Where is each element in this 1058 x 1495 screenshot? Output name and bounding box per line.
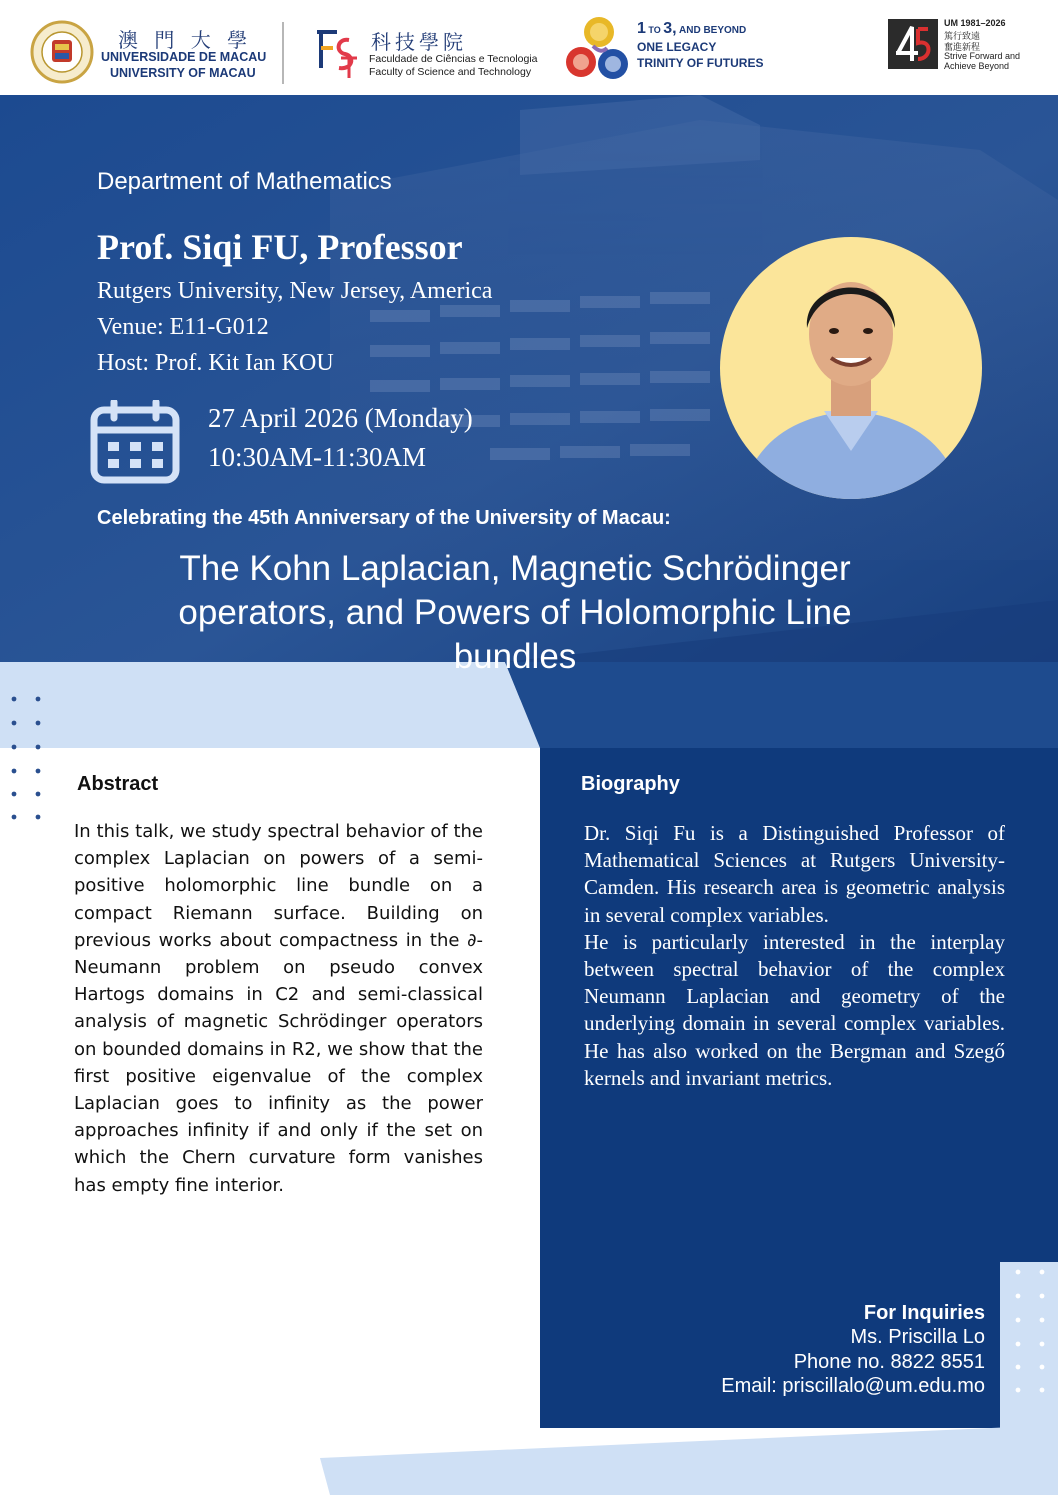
legacy-line1 [637, 20, 746, 38]
talk-title-line-2: operators, and Powers of Holomorphic Line [178, 593, 852, 632]
talk-title-line-3: bundles [453, 637, 577, 676]
talk-title-line-1: The Kohn Laplacian, Magnetic Schrödinger [179, 549, 851, 588]
inquiries-phone: Phone no. 8822 8551 [793, 1351, 985, 1373]
anniv-chinese-2: 奮進新程 [944, 43, 981, 53]
speaker-photo [719, 236, 983, 500]
event-time: 10:30AM-11:30AM [208, 442, 427, 472]
um-name-pt: UNIVERSIDADE DE MACAU [101, 50, 267, 64]
legacy-to: TO [645, 25, 664, 35]
abstract-text: In this talk, we study spectral behavior of the complex Laplacian on powers of a semi-positive holomorphic line bundle on a compact Riemann surface. Building on previous works about compactness in the ∂-Neumann problem on pseudo convex Hartogs domains in C2 and semi-classical analysis of magnetic Schrödinger operators on bounded domains in R2, we show that the first positive eigenvalue of the complex Laplacian goes to infinity as the power approaches infinity if and only if the set on which the Chern curvature form vanishes has empty fine interior. [74, 821, 483, 1196]
department-label: Department of Mathematics [97, 168, 392, 195]
anniv-en-1: Strive Forward and [944, 51, 1021, 61]
anniv-years: UM 1981–2026 [944, 18, 1006, 28]
biography-text [584, 820, 1005, 1092]
um-name-en: UNIVERSITY OF MACAU [110, 66, 256, 80]
talk-title [100, 547, 930, 679]
biography-paragraph-2: He is particularly interested in the interplay between spectral behavior of the complex Neumann Laplacian and geometry of the underlying domain in several complex variables. He has also worked on the Bergman and Szegő kernels and invariant metrics. [584, 929, 1005, 1090]
legacy-and-beyond: AND BEYOND [676, 25, 747, 36]
anniv-chinese-1: 篤行致遠 [944, 32, 981, 42]
abstract-heading: Abstract [77, 773, 159, 795]
legacy-line2: ONE LEGACY [637, 40, 717, 54]
venue-label: Venue: E11-G012 [97, 314, 269, 340]
um-seal-logo [30, 20, 94, 84]
um-45-logo [888, 19, 938, 69]
fst-logo [311, 28, 359, 80]
speaker-name: Prof. Siqi FU, Professor [97, 227, 463, 267]
header-divider [282, 22, 284, 84]
fst-name-pt: Faculdade de Ciências e Tecnologia [369, 53, 538, 65]
biography-paragraph-1: Dr. Siqi Fu is a Distinguished Professor of Mathematical Sciences at Rutgers University-Camden. His research area is geometric analysis in several complex variables. [584, 821, 1005, 927]
biography-heading: Biography [581, 773, 680, 795]
celebration-line: Celebrating the 45th Anniversary of the University of Macau: [97, 507, 671, 529]
inquiries-email[interactable]: Email: priscillalo@um.edu.mo [721, 1375, 985, 1397]
legacy-line3: TRINITY OF FUTURES [637, 56, 764, 70]
um-name-chinese: 澳 門 大 學 [118, 28, 253, 52]
legacy-num-three: 3, [663, 20, 677, 37]
inquiries-contact-name: Ms. Priscilla Lo [850, 1326, 985, 1348]
event-date: 27 April 2026 (Monday) [208, 403, 473, 433]
anniv-en-2: Achieve Beyond [944, 61, 1010, 71]
legacy-logo [563, 10, 635, 82]
dot-grid-right [1012, 1266, 1052, 1396]
host-label: Host: Prof. Kit Ian KOU [97, 350, 334, 376]
calendar-icon [90, 400, 180, 484]
inquiries-heading: For Inquiries [863, 1302, 985, 1324]
dot-grid-left [8, 693, 48, 823]
speaker-affiliation: Rutgers University, New Jersey, America [97, 278, 493, 304]
fst-name-en: Faculty of Science and Technology [369, 66, 532, 78]
legacy-num-one: 1 [637, 20, 646, 37]
fst-name-chinese: 科技學院 [371, 30, 467, 54]
